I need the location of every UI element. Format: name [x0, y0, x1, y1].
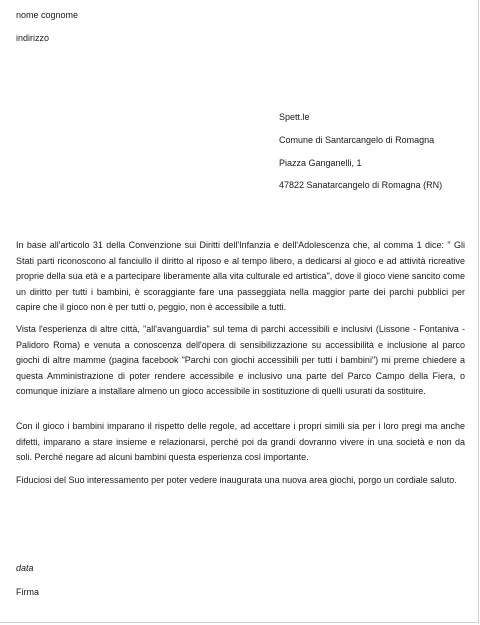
recipient-organization: Comune di Santarcangelo di Romagna	[279, 135, 435, 145]
signature-label: Firma	[16, 587, 39, 597]
body-paragraph: Con il gioco i bambini imparano il rispetto delle regole, ad accettare i propri simili sia per i loro pregi ma anche difetti, imparano a stare insieme e relazionarsi, perché poi da grandi dovranno vivere in una società e non da soli. Perché negare ad alcuni bambini questa esperienza così importante.	[16, 421, 465, 462]
recipient-city: 47822 Sanatarcangelo di Romagna (RN)	[279, 180, 443, 190]
body-paragraph: In base all'articolo 31 della Convenzione sui Diritti dell'Infanzia e dell'Adolescenza che, al comma 1 dice: " Gli Stati parti riconoscono al fanciullo il diritto al riposo e al tempo libero, a dedicarsi al gioco e ad attività ricreative proprie della sua età e a partecipare liberamente alla vita culturale ed artistica", dove il gioco viene sancito come un diritto per tutti i bambini, è scoraggiante fare una passeggiata nella maggior parte dei parchi pubblici per capire che il gioco non è per tutti o, peggio, non è accessibile a tutti.	[16, 240, 465, 312]
recipient-street: Piazza Ganganelli, 1	[279, 158, 362, 168]
date-label: data	[16, 563, 34, 573]
sender-name: nome cognome	[16, 10, 79, 20]
body-paragraph: Fiduciosi del Suo interessamento per poter vedere inaugurata una nuova area giochi, porgo un cordiale saluto.	[16, 475, 457, 485]
recipient-salutation: Spett.le	[279, 112, 310, 122]
body-paragraph: Vista l'esperienza di altre città, "all'avanguardia" sul tema di parchi accessibili e inclusivi (Lissone - Fontaniva - Palidoro Roma) e venuta a conoscenza dell'opera di sensibilizzazione su accessibilità e inclusione al parco giochi di altre mamme (pagina facebook "Parchi con giochi accessibili per tutti i bambini") mi preme chiedere a questa Amministrazione di poter rendere accessibile e inclusivo una parte del Parco Campo della Fiera, o comunque iniziare a installare almeno un gioco accessibile in sostituzione di quelli usurati da sostituire.	[16, 324, 465, 396]
sender-address: indirizzo	[16, 33, 50, 43]
